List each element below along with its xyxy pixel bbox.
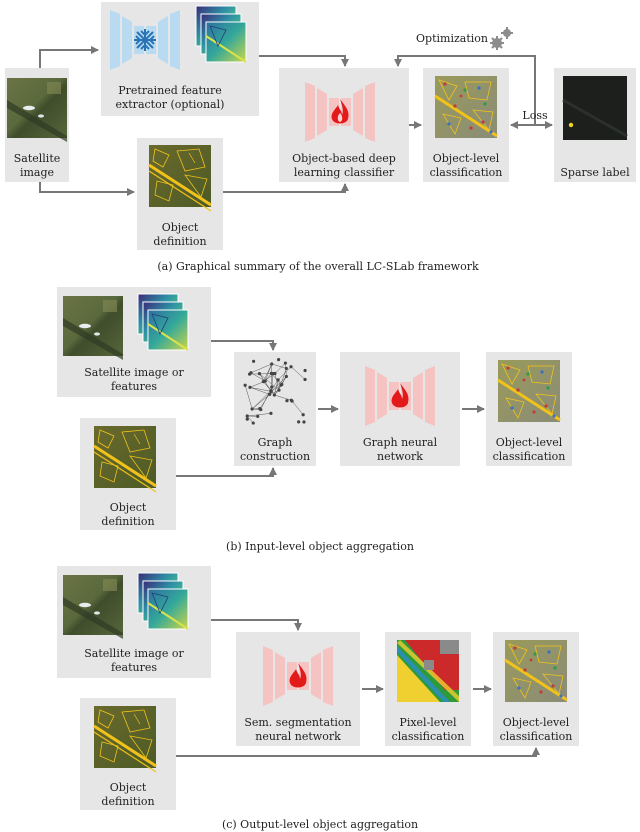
- semseg-box: [236, 632, 360, 746]
- object-level-box-a: [423, 68, 509, 182]
- graph-node: [271, 372, 274, 375]
- graph-node: [302, 420, 305, 423]
- satellite-image-box: [5, 68, 69, 182]
- satellite-features-line2-b: features: [110, 380, 158, 393]
- satellite-features-line2-c: features: [110, 661, 158, 674]
- loss-label: Loss: [522, 109, 548, 122]
- object-def-line1-b: Object: [109, 501, 147, 514]
- object-classifier-box: [279, 68, 409, 182]
- graph-node: [256, 415, 259, 418]
- classifier-label-line1: Object-based deep: [292, 152, 396, 165]
- sparse-label-text: Sparse label: [560, 166, 630, 179]
- panel-c: [57, 566, 579, 831]
- panel-b: [57, 287, 572, 553]
- graph-line1: Graph: [257, 436, 293, 449]
- caption-b: (b) Input-level object aggregation: [226, 540, 414, 553]
- object-level-box-c: [493, 632, 579, 746]
- graph-node: [303, 369, 306, 372]
- graph-node: [273, 393, 276, 396]
- gear-icon: [490, 27, 513, 50]
- panel-a: [5, 2, 636, 273]
- pixel-level-line2: classification: [391, 730, 465, 743]
- graph-node: [280, 383, 283, 386]
- gnn-box: [340, 352, 460, 466]
- feature-map-stack: [196, 6, 246, 62]
- object-level-line1-c: Object-level: [502, 716, 570, 729]
- object-level-label-line2: classification: [429, 166, 503, 179]
- sparse-label-box: [554, 68, 636, 182]
- object-definition-box-c: [80, 698, 176, 810]
- caption-c: (c) Output-level object aggregation: [221, 818, 419, 831]
- classifier-label-line2: learning classifier: [293, 166, 395, 179]
- graph-node: [270, 385, 273, 388]
- graph-node: [277, 358, 280, 361]
- graph-node: [284, 361, 287, 364]
- object-def-line2-b: definition: [101, 515, 155, 528]
- graph-line2: construction: [239, 450, 311, 463]
- pretrained-label-line1: Pretrained feature: [118, 84, 222, 97]
- object-level-line1-b: Object-level: [495, 436, 563, 449]
- object-level-line2-c: classification: [499, 730, 573, 743]
- pixel-level-box: [385, 632, 471, 746]
- pixel-level-line1: Pixel-level: [399, 716, 457, 729]
- object-definition-box-a: [137, 138, 223, 250]
- graph-node: [248, 386, 251, 389]
- graph-node: [289, 365, 292, 368]
- graph-node: [285, 399, 288, 402]
- object-def-label-line1: Object: [161, 221, 199, 234]
- semseg-line1: Sem. segmentation: [244, 716, 352, 729]
- graph-node: [270, 362, 273, 365]
- pretrained-extractor-box: [101, 2, 259, 116]
- graph-node: [262, 380, 265, 383]
- object-level-box-b: [486, 352, 572, 466]
- graph-node: [269, 412, 272, 415]
- object-level-label-line1: Object-level: [432, 152, 500, 165]
- graph-node: [252, 421, 255, 424]
- snowflake-icon: [134, 29, 156, 51]
- graph-node: [244, 384, 247, 387]
- object-def-line2-c: definition: [101, 795, 155, 808]
- pretrained-label-line2: extractor (optional): [115, 98, 225, 111]
- object-def-label-line2: definition: [153, 235, 207, 248]
- semseg-line2: neural network: [255, 730, 341, 743]
- pixel-classification-map: [397, 640, 459, 702]
- satellite-features-line1-b: Satellite image or: [84, 366, 184, 379]
- object-level-line2-b: classification: [492, 450, 566, 463]
- gnn-line1: Graph neural: [362, 436, 438, 449]
- graph-node: [268, 393, 271, 396]
- graph-construction-box: [234, 352, 316, 466]
- graph-node: [297, 420, 300, 423]
- graph-node: [251, 407, 254, 410]
- graph-node: [258, 372, 261, 375]
- graph-node: [302, 413, 305, 416]
- graph-node: [258, 407, 261, 410]
- graph-node: [277, 378, 280, 381]
- graph-node: [303, 378, 306, 381]
- caption-a: (a) Graphical summary of the overall LC-SLab framework: [157, 260, 479, 273]
- graph-node: [277, 389, 280, 392]
- graph-node: [252, 360, 255, 363]
- graph-node: [269, 389, 272, 392]
- satellite-features-box-c: [57, 566, 211, 678]
- satellite-label-line1: Satellite: [13, 152, 61, 165]
- graph-node: [285, 375, 288, 378]
- graph-node: [246, 418, 249, 421]
- object-def-line1-c: Object: [109, 781, 147, 794]
- graph-node: [246, 414, 249, 417]
- sparse-label-point: [569, 123, 573, 127]
- optimization-label: Optimization: [416, 32, 488, 45]
- satellite-features-box-b: [57, 287, 211, 397]
- satellite-features-line1-c: Satellite image or: [84, 647, 184, 660]
- graph-node: [290, 399, 293, 402]
- graph-node: [285, 367, 288, 370]
- satellite-label-line2: image: [19, 166, 55, 179]
- graph-node: [249, 371, 252, 374]
- object-definition-box-b: [80, 418, 176, 530]
- gnn-line2: network: [377, 450, 423, 463]
